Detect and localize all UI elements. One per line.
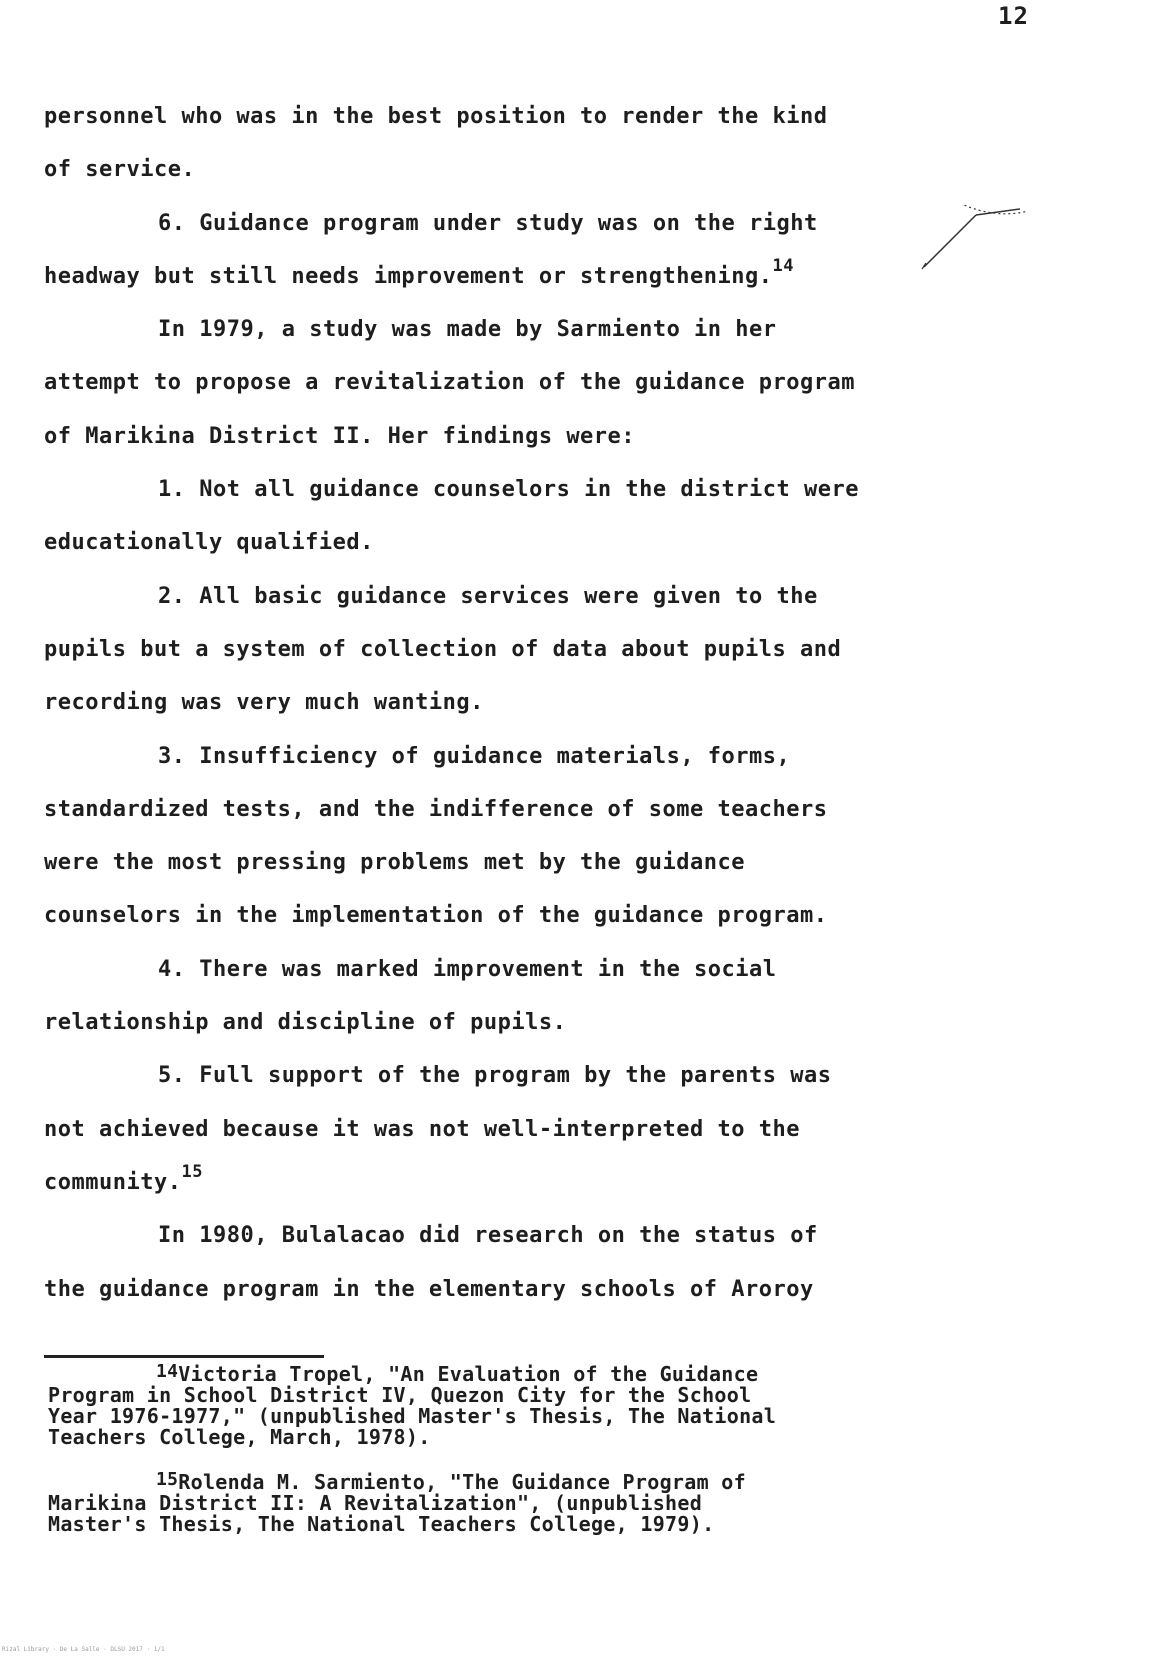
footnotes xyxy=(48,1361,1108,1559)
text-line: standardized tests, and the indifference of some teachers xyxy=(44,796,828,822)
footnote-line xyxy=(48,1361,1108,1386)
text-line xyxy=(44,250,1044,303)
text-span: Rolenda M. Sarmiento, "The Guidance Program of xyxy=(178,1470,746,1494)
scan-watermark: Rizal Library · De La Salle · DLSU 2017 · 1/1 xyxy=(2,1646,165,1653)
footnote-line: Year 1976-1977," (unpublished Master's Thesis, The National xyxy=(48,1404,777,1428)
text-line: pupils but a system of collection of data about pupils and xyxy=(44,636,842,662)
footnote-15 xyxy=(48,1469,1108,1536)
footnote-divider xyxy=(44,1355,324,1358)
footnote-marker: 14 xyxy=(156,1361,179,1382)
text-line: attempt to propose a revitalization of the guidance program xyxy=(44,370,855,396)
text-span: Victoria Tropel, "An Evaluation of the Guidance xyxy=(178,1362,759,1386)
text-line: were the most pressing problems met by the guidance xyxy=(44,850,746,876)
list-item-2: 2. All basic guidance services were given to the xyxy=(158,583,818,609)
text-line: educationally qualified. xyxy=(44,530,374,556)
paragraph-start: In 1980, Bulalacao did research on the status of xyxy=(158,1223,818,1249)
list-item-1: 1. Not all guidance counselors in the district were xyxy=(158,477,860,503)
footnote-marker: 15 xyxy=(156,1469,179,1490)
text-line: the guidance program in the elementary schools of Aroroy xyxy=(44,1276,814,1302)
paragraph-start: In 1979, a study was made by Sarmiento in her xyxy=(158,317,777,343)
list-item-4: 4. There was marked improvement in the social xyxy=(158,956,777,982)
list-item-5: 5. Full support of the program by the parents was xyxy=(158,1063,832,1089)
pen-mark xyxy=(920,205,1030,275)
body-text xyxy=(44,90,1044,1316)
text-line: counselors in the implementation of the guidance program. xyxy=(44,903,828,929)
text-line: personnel who was in the best position to render the kind xyxy=(44,104,828,129)
list-item-6: 6. Guidance program under study was on the right xyxy=(158,210,818,236)
text-line: recording was very much wanting. xyxy=(44,690,484,716)
footnote-line: Marikina District II: A Revitalization", (unpublished xyxy=(48,1491,703,1515)
text-span: community. xyxy=(44,1169,182,1195)
footnote-line: Master's Thesis, The National Teachers College, 1979). xyxy=(48,1512,715,1536)
page-number: 12 xyxy=(998,2,1029,30)
text-span: headway but still needs improvement or strengthening. xyxy=(44,263,773,289)
list-item-3: 3. Insufficiency of guidance materials, forms, xyxy=(158,743,791,769)
footnote-line: Teachers College, March, 1978). xyxy=(48,1425,431,1449)
text-line: of service. xyxy=(44,157,196,183)
footnote-ref-15: 15 xyxy=(181,1161,203,1182)
text-line: relationship and discipline of pupils. xyxy=(44,1010,567,1036)
text-line: of Marikina District II. Her findings were: xyxy=(44,423,636,449)
footnote-line: Program in School District IV, Quezon City for the School xyxy=(48,1383,752,1407)
text-line: not achieved because it was not well-interpreted to the xyxy=(44,1116,800,1142)
footnote-14 xyxy=(48,1361,1108,1449)
text-line xyxy=(44,1156,1044,1209)
footnote-ref-14: 14 xyxy=(772,255,794,276)
footnote-line xyxy=(48,1469,1108,1494)
